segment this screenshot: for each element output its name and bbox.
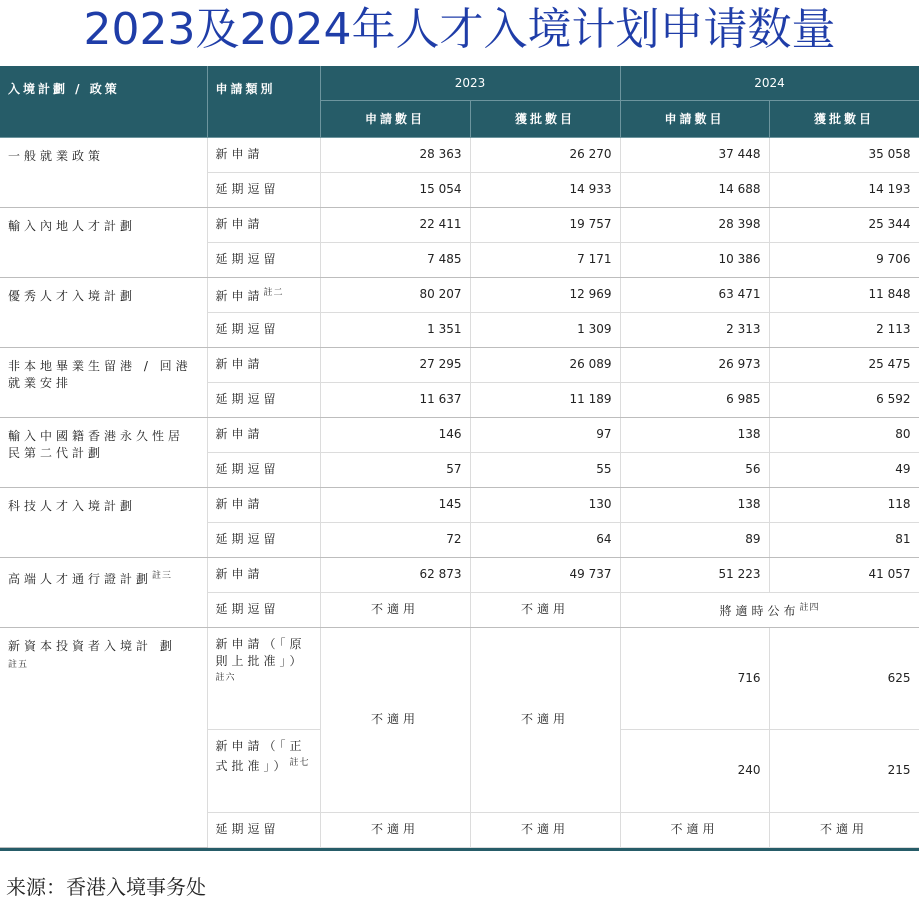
cell: 11 637: [320, 382, 470, 417]
cell: 56: [620, 452, 769, 487]
cell: 26 089: [470, 347, 620, 382]
policy-second-generation: 輸入中國籍香港永久性居民第二代計劃: [0, 417, 207, 487]
cell: 10 386: [620, 242, 769, 277]
category-extension: 延期逗留: [207, 312, 320, 347]
cell: 55: [470, 452, 620, 487]
cell: 625: [769, 627, 919, 729]
header-2024-approved: 獲批數目: [769, 100, 919, 137]
cell: 146: [320, 417, 470, 452]
table-row: [0, 627, 919, 729]
category-label: 新申請（「正式批准」）: [215, 738, 306, 773]
cell: 7 485: [320, 242, 470, 277]
cell-not-applicable: 不適用: [320, 812, 470, 847]
cell: 28 398: [620, 207, 769, 242]
application-table-wrapper: [0, 66, 919, 851]
cell: 1 309: [470, 312, 620, 347]
footnote-mark: 註六: [215, 672, 236, 683]
cell: 49 737: [470, 557, 620, 592]
policy-ttps: [0, 557, 207, 627]
footnote-mark: 註三: [152, 570, 173, 581]
cell: 15 054: [320, 172, 470, 207]
cell: 14 933: [470, 172, 620, 207]
footnote-mark: 註四: [799, 602, 820, 613]
table-row: [0, 277, 919, 312]
header-policy: 入境計劃 / 政策: [0, 66, 207, 137]
cell-to-be-announced: [620, 592, 919, 627]
cell-not-applicable: 不適用: [470, 812, 620, 847]
policy-gep: 一般就業政策: [0, 137, 207, 207]
category-new: 新申請: [207, 487, 320, 522]
category-extension: 延期逗留: [207, 522, 320, 557]
header-category: 申請類別: [207, 66, 320, 137]
cell: 14 688: [620, 172, 769, 207]
cell: 25 475: [769, 347, 919, 382]
cell-not-applicable: 不適用: [320, 592, 470, 627]
cell: 7 171: [470, 242, 620, 277]
cell: 51 223: [620, 557, 769, 592]
category-extension: 延期逗留: [207, 172, 320, 207]
category-extension: 延期逗留: [207, 242, 320, 277]
category-new: 新申請: [207, 207, 320, 242]
cell: 80: [769, 417, 919, 452]
header-year-2023: 2023: [320, 66, 620, 100]
cell: 130: [470, 487, 620, 522]
cell: 11 848: [769, 277, 919, 312]
cell: 716: [620, 627, 769, 729]
category-label: 新申請（「原則上批准」）: [215, 636, 306, 668]
cell: 26 973: [620, 347, 769, 382]
category-extension: 延期逗留: [207, 382, 320, 417]
page-title: 2023及2024年人才入境计划申请数量: [83, 4, 836, 55]
cell-not-applicable: 不適用: [320, 627, 470, 812]
policy-techtas: 科技人才入境計劃: [0, 487, 207, 557]
cell: 2 113: [769, 312, 919, 347]
cell: 62 873: [320, 557, 470, 592]
cell: 14 193: [769, 172, 919, 207]
category-new-in-principle: [207, 627, 320, 729]
cell: 22 411: [320, 207, 470, 242]
table-row: [0, 137, 919, 172]
cell: 27 295: [320, 347, 470, 382]
category-new: [207, 277, 320, 312]
cell: 64: [470, 522, 620, 557]
table-row: [0, 417, 919, 452]
policy-iang: 非本地畢業生留港 / 回港就業安排: [0, 347, 207, 417]
header-year-2024: 2024: [620, 66, 919, 100]
cell: 26 270: [470, 137, 620, 172]
cell: 138: [620, 487, 769, 522]
policy-asmtp: 輸入內地人才計劃: [0, 207, 207, 277]
cell: 25 344: [769, 207, 919, 242]
footnote-mark: 註二: [263, 287, 284, 298]
policy-qmas: 優秀人才入境計劃: [0, 277, 207, 347]
cell: 215: [769, 729, 919, 812]
cell: 19 757: [470, 207, 620, 242]
cell: 63 471: [620, 277, 769, 312]
cell: 97: [470, 417, 620, 452]
category-new: 新申請: [207, 417, 320, 452]
cell: 72: [320, 522, 470, 557]
cell: 2 313: [620, 312, 769, 347]
table-row: [0, 347, 919, 382]
cell: 80 207: [320, 277, 470, 312]
cell: 81: [769, 522, 919, 557]
policy-label: 高端人才通行證計劃: [8, 571, 153, 586]
cell: 118: [769, 487, 919, 522]
application-table: [0, 66, 919, 848]
cell-not-applicable: 不適用: [470, 627, 620, 812]
cell: 1 351: [320, 312, 470, 347]
cell: 37 448: [620, 137, 769, 172]
cell-not-applicable: 不適用: [769, 812, 919, 847]
cell: 41 057: [769, 557, 919, 592]
cell: 138: [620, 417, 769, 452]
cell: 145: [320, 487, 470, 522]
category-label: 新申請: [215, 288, 264, 303]
header-2023-applications: 申請數目: [320, 100, 470, 137]
policy-label: 新資本投資者入境計 劃: [8, 638, 176, 653]
cell: 49: [769, 452, 919, 487]
cell: 6 985: [620, 382, 769, 417]
category-new: 新申請: [207, 137, 320, 172]
category-extension: 延期逗留: [207, 592, 320, 627]
cell: 12 969: [470, 277, 620, 312]
cell-not-applicable: 不適用: [620, 812, 769, 847]
footnote-mark: 註五: [8, 659, 29, 670]
source-note: 来源：香港入境事务处: [6, 874, 206, 899]
cell: 11 189: [470, 382, 620, 417]
cell: 89: [620, 522, 769, 557]
table-row: [0, 487, 919, 522]
cell: 28 363: [320, 137, 470, 172]
cell-not-applicable: 不適用: [470, 592, 620, 627]
category-extension: 延期逗留: [207, 452, 320, 487]
cell: 57: [320, 452, 470, 487]
category-extension: 延期逗留: [207, 812, 320, 847]
cell: 9 706: [769, 242, 919, 277]
table-bottom-rule: [0, 848, 919, 851]
policy-ciies: [0, 627, 207, 847]
table-row: [0, 207, 919, 242]
footnote-mark: 註七: [289, 757, 310, 768]
table-row: [0, 557, 919, 592]
cell: 240: [620, 729, 769, 812]
category-new: 新申請: [207, 347, 320, 382]
header-2024-applications: 申請數目: [620, 100, 769, 137]
header-2023-approved: 獲批數目: [470, 100, 620, 137]
cell: 35 058: [769, 137, 919, 172]
cell: 6 592: [769, 382, 919, 417]
category-new-formal: [207, 729, 320, 812]
category-new: 新申請: [207, 557, 320, 592]
tba-label: 將適時公布: [719, 603, 800, 618]
